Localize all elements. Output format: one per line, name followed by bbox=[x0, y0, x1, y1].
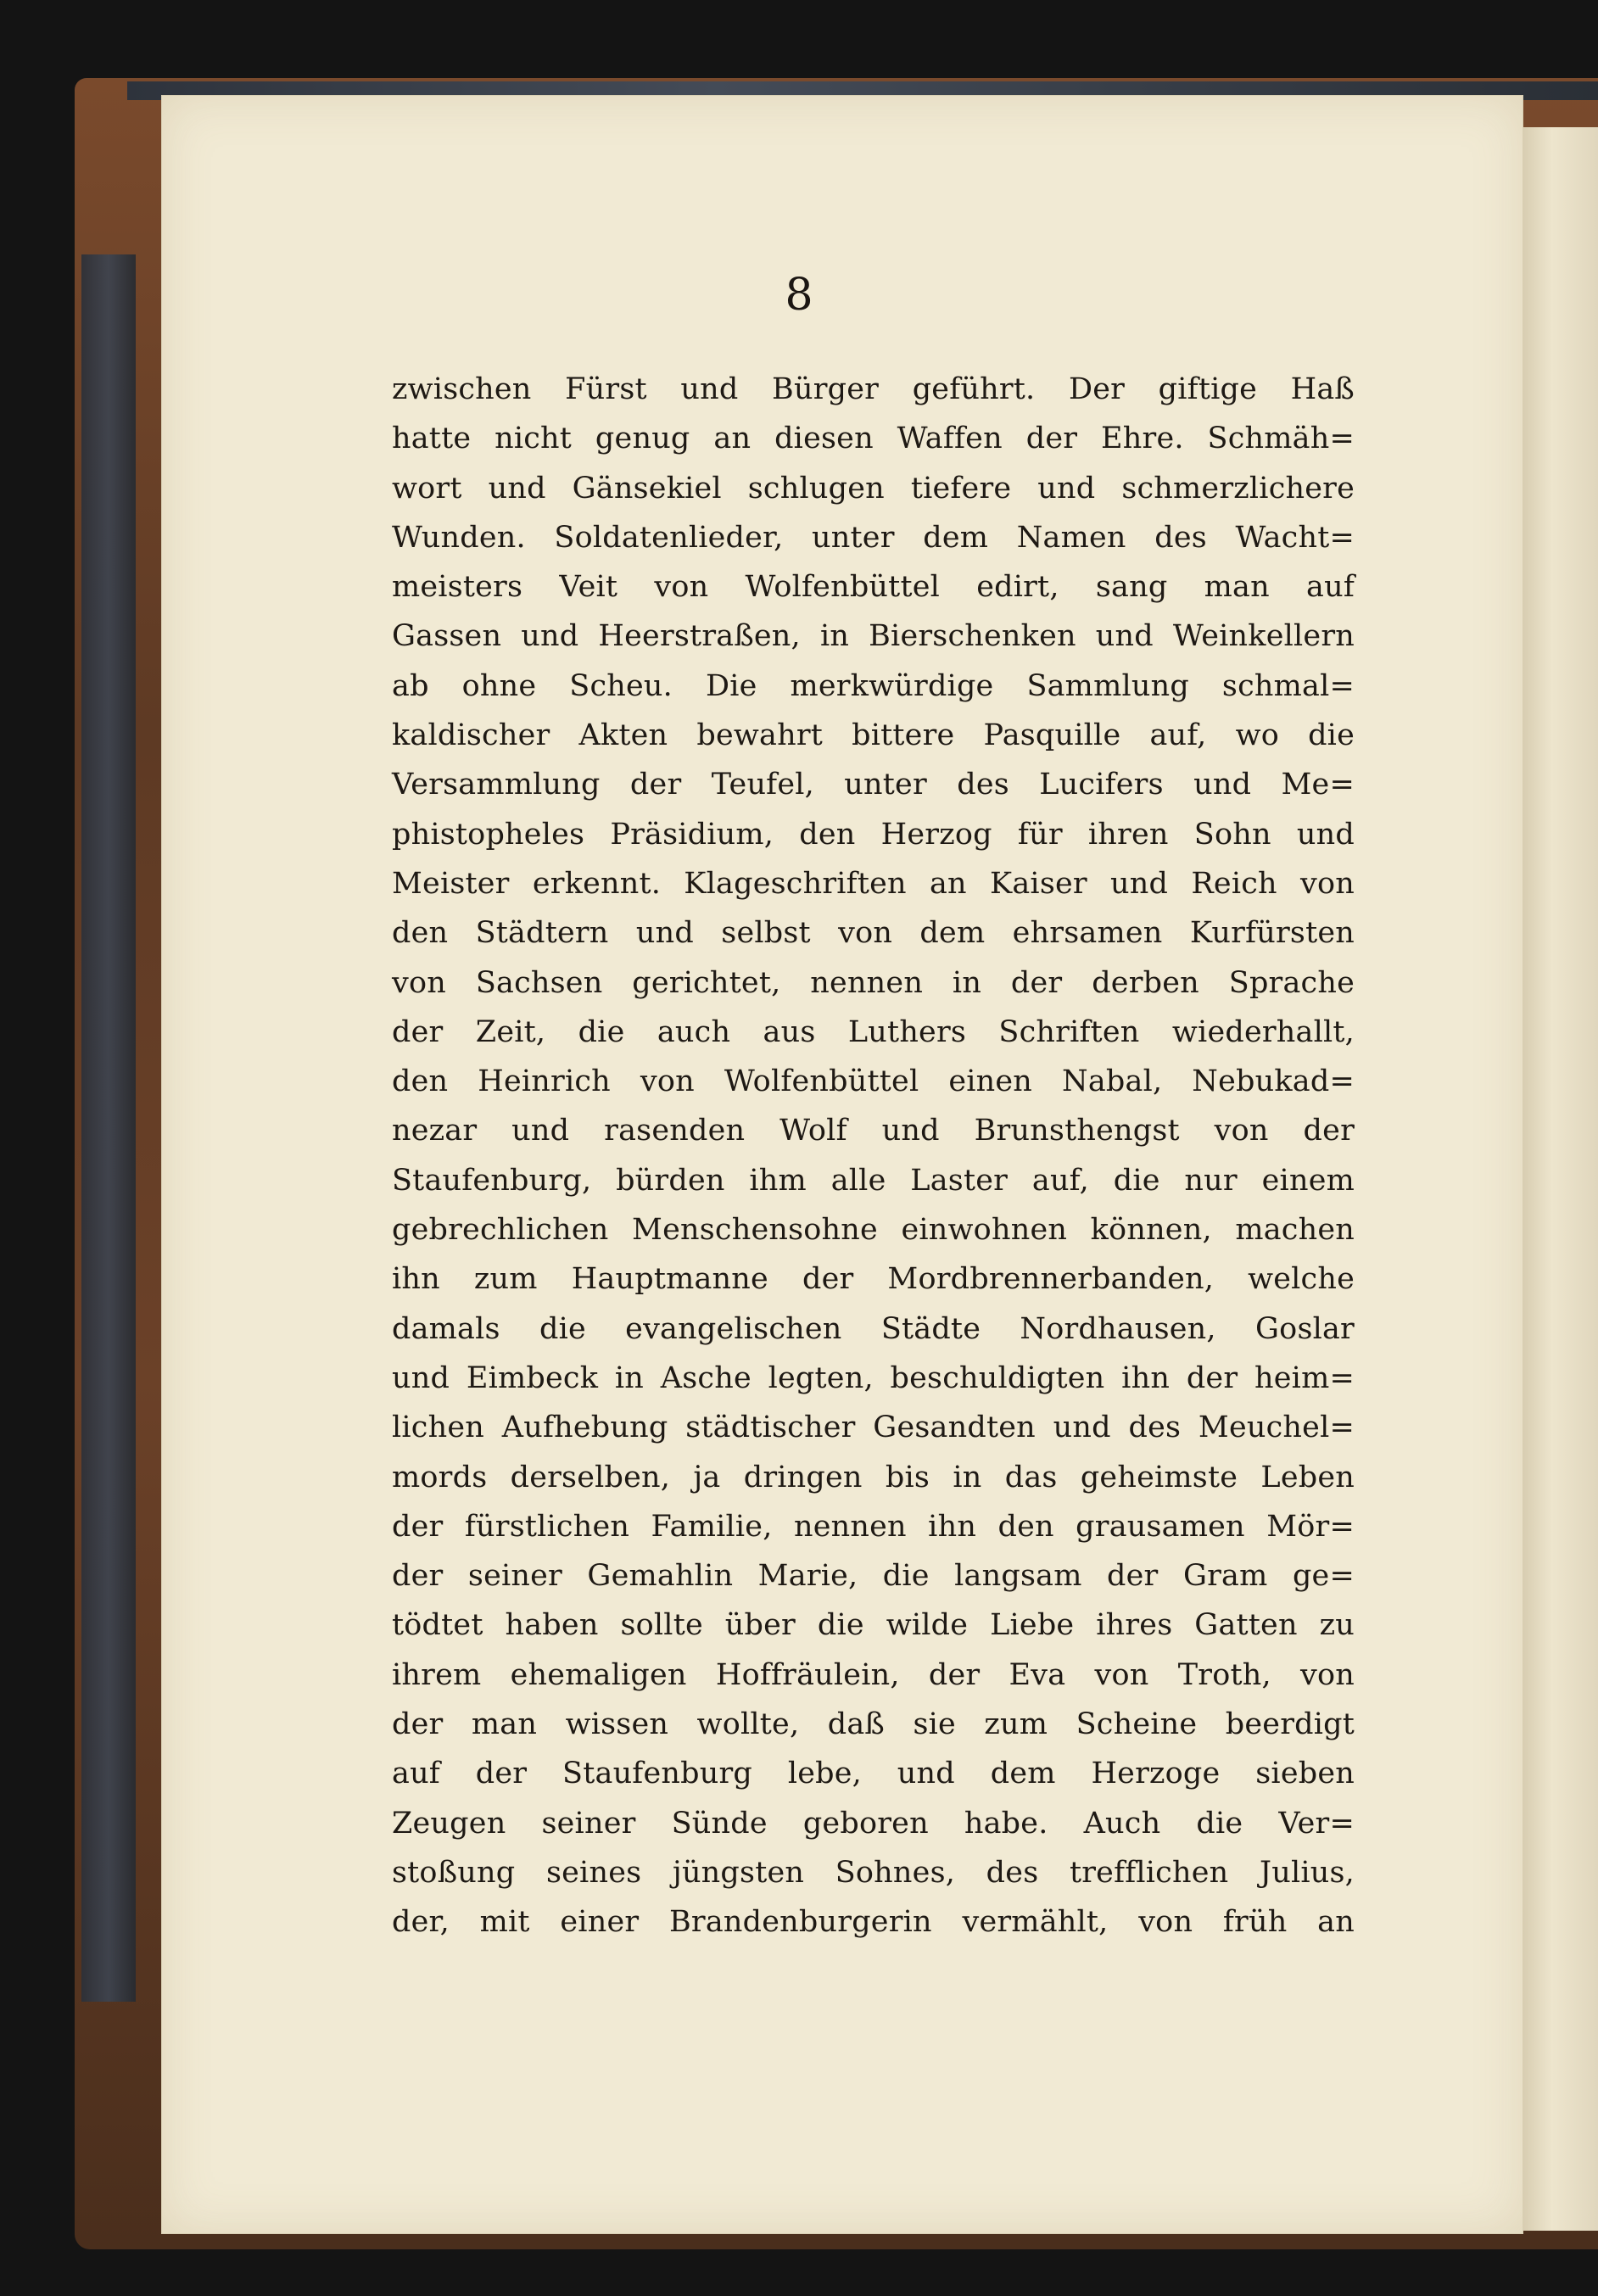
text-line: wort und Gänsekiel schlugen tiefere und schmerzlichere bbox=[392, 471, 1355, 506]
text-line: stoßung seines jüngsten Sohnes, des trefflichen Julius, bbox=[392, 1855, 1355, 1890]
text-line: auf der Staufenburg lebe, und dem Herzoge sieben bbox=[392, 1757, 1355, 1791]
text-line: und Eimbeck in Asche legten, beschuldigten ihn der heim= bbox=[392, 1360, 1355, 1395]
text-line: Meister erkennt. Klageschriften an Kaiser und Reich von bbox=[392, 866, 1355, 901]
text-line: der fürstlichen Familie, nennen ihn den grausamen Mör= bbox=[392, 1509, 1355, 1544]
text-line: meisters Veit von Wolfenbüttel edirt, sang man auf bbox=[392, 570, 1355, 605]
text-line: der Zeit, die auch aus Luthers Schriften wiederhallt, bbox=[392, 1014, 1355, 1049]
facing-page-edge bbox=[1522, 127, 1598, 2231]
text-line: Gassen und Heerstraßen, in Bierschenken und Weinkellern bbox=[392, 619, 1355, 654]
text-line: lichen Aufhebung städtischer Gesandten und des Meuchel= bbox=[392, 1411, 1355, 1445]
body-text bbox=[392, 365, 1355, 1947]
text-line: damals die evangelischen Städte Nordhausen, Goslar bbox=[392, 1311, 1355, 1346]
text-line: Wunden. Soldatenlieder, unter dem Namen des Wacht= bbox=[392, 520, 1355, 555]
text-line: hatte nicht genug an diesen Waffen der Ehre. Schmäh= bbox=[392, 422, 1355, 456]
book-spine bbox=[81, 254, 136, 2002]
text-line: den Städtern und selbst von dem ehrsamen Kurfürsten bbox=[392, 916, 1355, 951]
text-line: ab ohne Scheu. Die merkwürdige Sammlung schmal= bbox=[392, 668, 1355, 703]
text-line: ihrem ehemaligen Hoffräulein, der Eva von Troth, von bbox=[392, 1657, 1355, 1692]
text-line: Staufenburg, bürden ihm alle Laster auf, die nur einem bbox=[392, 1163, 1355, 1198]
page-number: 8 bbox=[785, 270, 813, 321]
text-line: der seiner Gemahlin Marie, die langsam der Gram ge= bbox=[392, 1559, 1355, 1594]
text-line: der man wissen wollte, daß sie zum Scheine beerdigt bbox=[392, 1707, 1355, 1742]
text-line: kaldischer Akten bewahrt bittere Pasquille auf, wo die bbox=[392, 718, 1355, 753]
text-line: mords derselben, ja dringen bis in das geheimste Leben bbox=[392, 1460, 1355, 1494]
text-line: von Sachsen gerichtet, nennen in der derben Sprache bbox=[392, 965, 1355, 1000]
text-line: tödtet haben sollte über die wilde Liebe ihres Gatten zu bbox=[392, 1608, 1355, 1643]
text-line: der, mit einer Brandenburgerin vermählt, von früh an bbox=[392, 1905, 1355, 1940]
text-line: Versammlung der Teufel, unter des Lucifers und Me= bbox=[392, 768, 1355, 802]
text-line: ihn zum Hauptmanne der Mordbrennerbanden, welche bbox=[392, 1262, 1355, 1297]
text-line: gebrechlichen Menschensohne einwohnen können, machen bbox=[392, 1213, 1355, 1248]
text-line: nezar und rasenden Wolf und Brunsthengst von der bbox=[392, 1114, 1355, 1148]
text-line: den Heinrich von Wolfenbüttel einen Nabal, Nebukad= bbox=[392, 1064, 1355, 1099]
text-line: phistopheles Präsidium, den Herzog für ihren Sohn und bbox=[392, 817, 1355, 852]
text-line: Zeugen seiner Sünde geboren habe. Auch die Ver= bbox=[392, 1806, 1355, 1841]
text-line: zwischen Fürst und Bürger geführt. Der giftige Haß bbox=[392, 372, 1355, 406]
